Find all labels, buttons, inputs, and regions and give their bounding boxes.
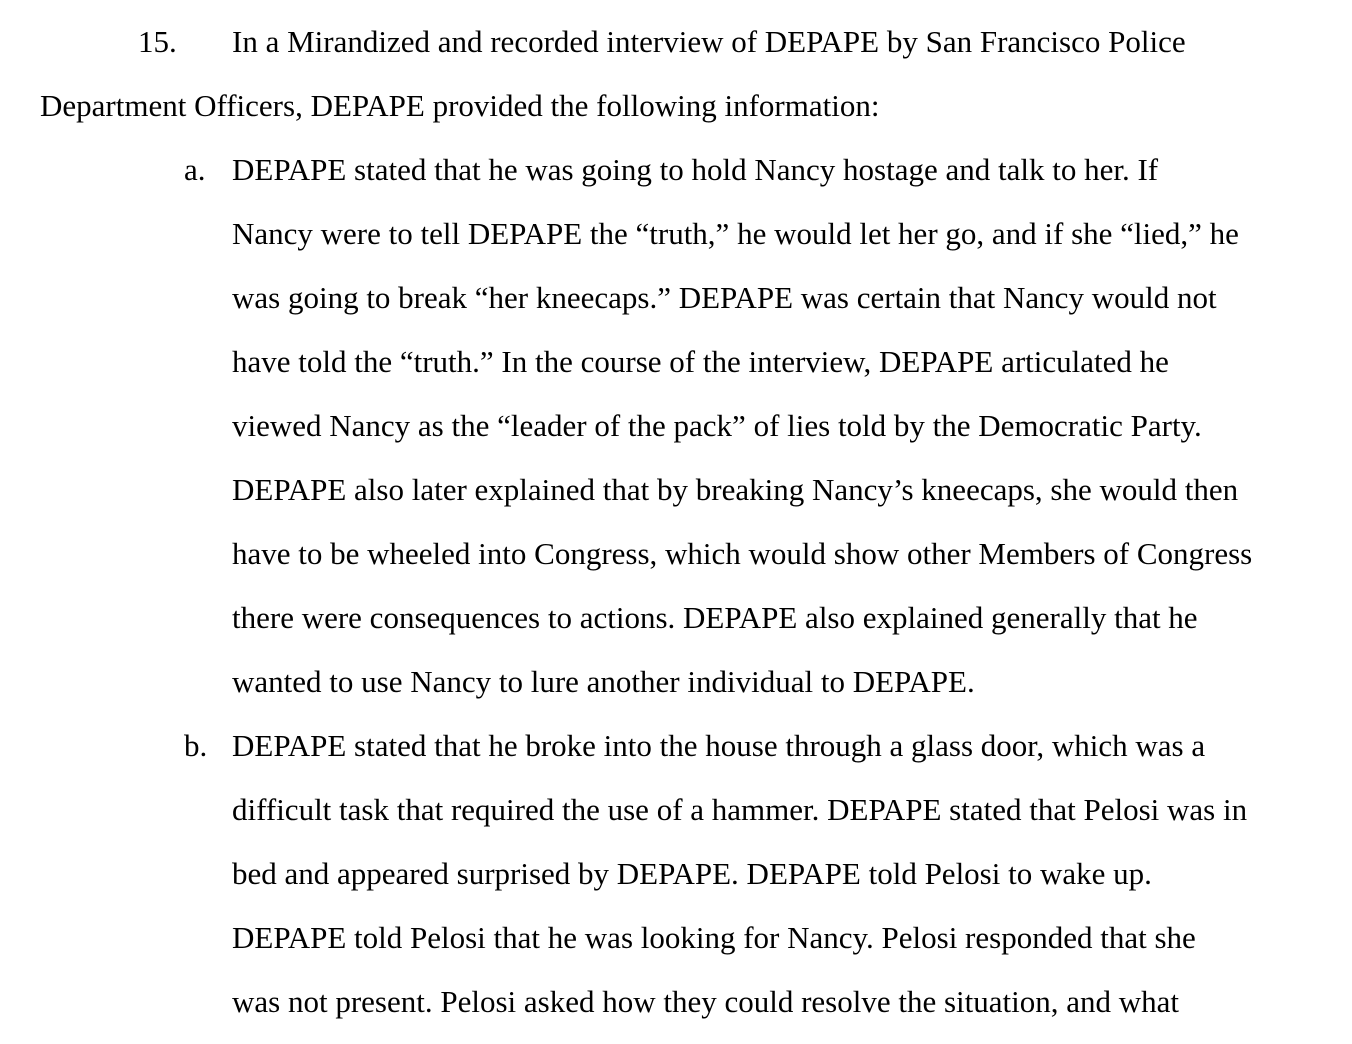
item-b-line: difficult task that required the use of a hammer. DEPAPE stated that Pelosi was in — [232, 792, 1248, 827]
item-b-line: DEPAPE stated that he broke into the house through a glass door, which was a — [232, 728, 1206, 763]
item-b-marker: b. — [184, 728, 208, 763]
item-b-line: DEPAPE told Pelosi that he was looking for Nancy. Pelosi responded that she — [232, 920, 1196, 955]
item-b-line: was not present. Pelosi asked how they could resolve the situation, and what — [232, 984, 1180, 1019]
item-b-line: bed and appeared surprised by DEPAPE. DEPAPE told Pelosi to wake up. — [232, 856, 1152, 891]
paragraph-second-line: Department Officers, DEPAPE provided the following information: — [40, 88, 880, 123]
item-a-line: wanted to use Nancy to lure another individual to DEPAPE. — [232, 664, 975, 699]
item-a-line: DEPAPE stated that he was going to hold Nancy hostage and talk to her. If — [232, 152, 1159, 187]
item-a-line: there were consequences to actions. DEPAPE also explained generally that he — [232, 600, 1198, 635]
paragraph-first-line: In a Mirandized and recorded interview of DEPAPE by San Francisco Police — [232, 24, 1186, 59]
item-a-marker: a. — [184, 152, 206, 187]
item-a-line: have to be wheeled into Congress, which would show other Members of Congress — [232, 536, 1253, 571]
item-a-line: Nancy were to tell DEPAPE the “truth,” he would let her go, and if she “lied,” he — [232, 216, 1239, 251]
item-a-line: viewed Nancy as the “leader of the pack” of lies told by the Democratic Party. — [232, 408, 1202, 443]
item-a-line: was going to break “her kneecaps.” DEPAPE was certain that Nancy would not — [232, 280, 1217, 315]
item-a-line: DEPAPE also later explained that by breaking Nancy’s kneecaps, she would then — [232, 472, 1239, 507]
paragraph-number: 15. — [138, 24, 177, 59]
item-a-line: have told the “truth.” In the course of the interview, DEPAPE articulated he — [232, 344, 1169, 379]
